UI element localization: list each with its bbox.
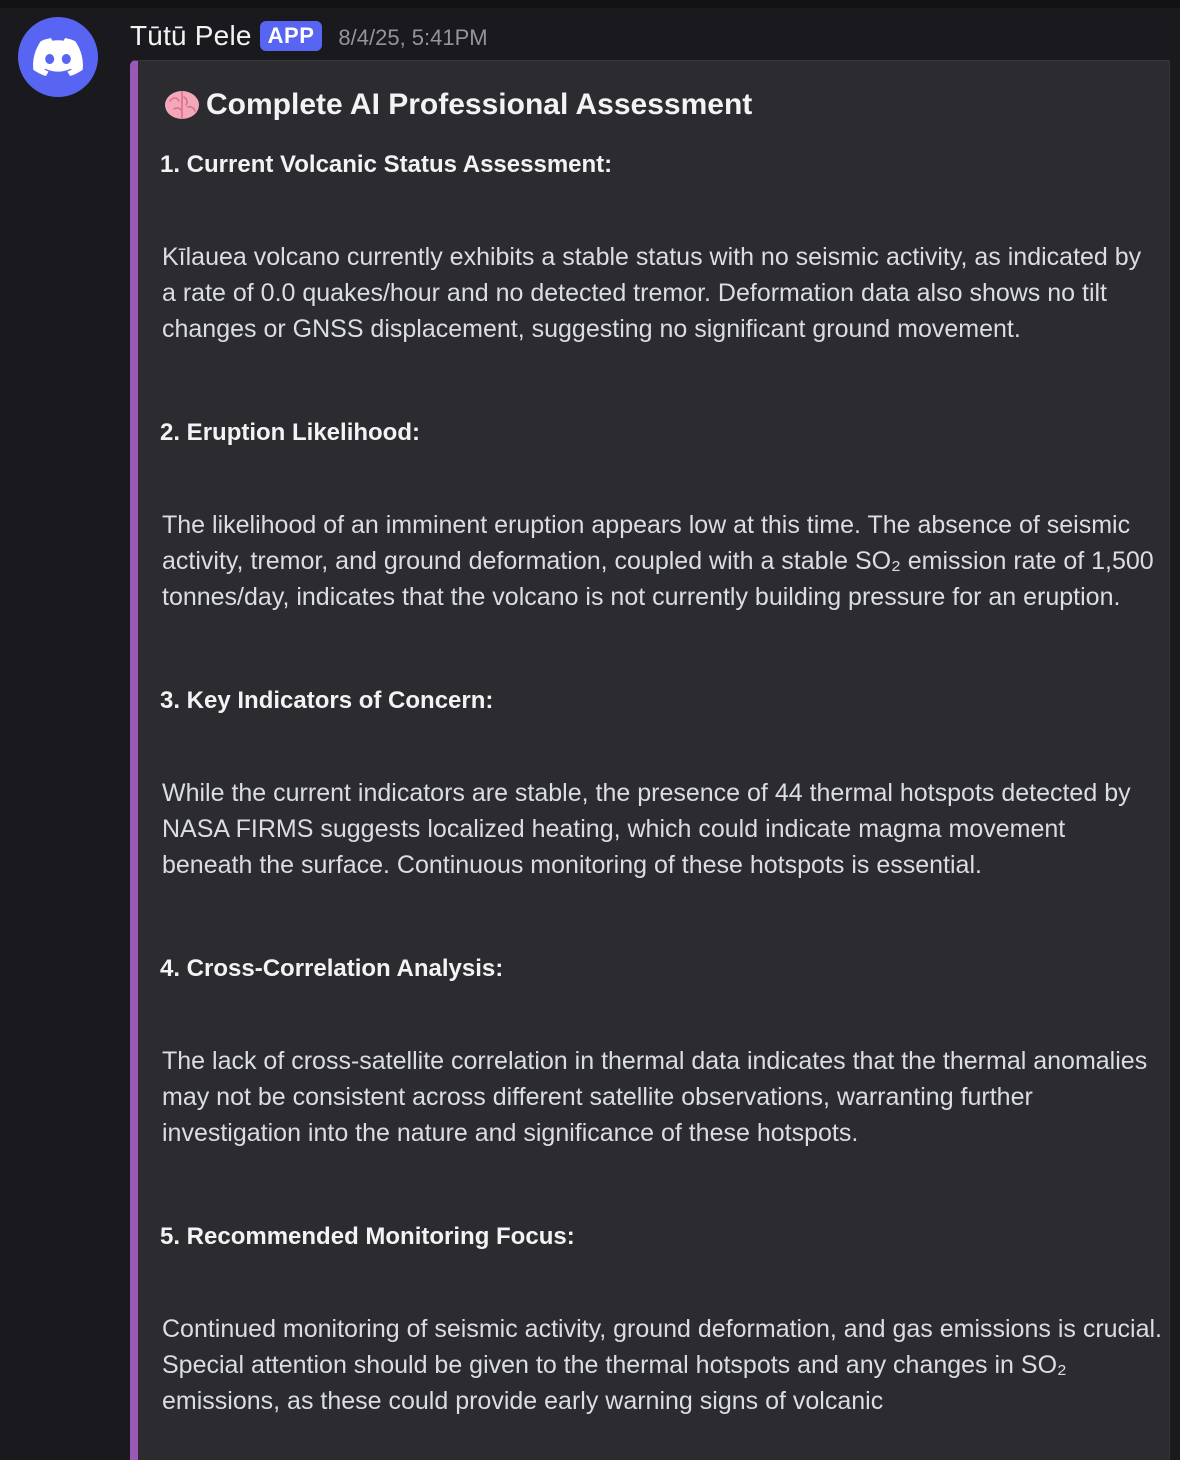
section-body: While the current indicators are stable, the presence of 44 thermal hotspots detected by NASA FIRMS suggests localized heating, which could indicate magma movement beneath the surface. Continuous monitoring of these hotspots is essential. — [162, 779, 1131, 879]
section-body: The likelihood of an imminent eruption appears low at this time. The absence of seismic activity, tremor, and ground deformation, coupled with a stable SO₂ emission rate of 1,500 tonnes/day, indicates that the volcano is not currently building pressure for an eruption. — [162, 511, 1154, 611]
author-name[interactable]: Tūtū Pele — [130, 20, 252, 51]
avatar[interactable] — [18, 17, 98, 97]
section-heading: 5. Recommended Monitoring Focus: — [160, 1223, 575, 1250]
section-heading: 1. Current Volcanic Status Assessment: — [160, 151, 613, 178]
top-divider — [0, 0, 1180, 8]
message-header — [130, 20, 488, 52]
embed-card — [130, 60, 1170, 1460]
section-body: Kīlauea volcano currently exhibits a stable status with no seismic activity, as indicated by a rate of 0.0 quakes/hour and no detected tremor. Deformation data also shows no tilt changes or GNSS displacement, suggesting no significant ground movement. — [162, 243, 1142, 343]
message-timestamp[interactable]: 8/4/25, 5:41PM — [338, 25, 488, 50]
section-heading: 4. Cross-Correlation Analysis: — [160, 955, 504, 982]
embed-title-text: Complete AI Professional Assessment — [206, 88, 753, 121]
app-badge: APP — [260, 21, 323, 51]
section-body: Continued monitoring of seismic activity, ground deformation, and gas emissions is crucial. Special attention should be given to the thermal hotspots and any changes in SO₂ emissions, as these could provide early warning signs of volcanic — [162, 1315, 1162, 1415]
section-body: The lack of cross-satellite correlation in thermal data indicates that the thermal anomalies may not be consistent across different satellite observations, warranting further investigation into the nature and significance of these hotspots. — [162, 1047, 1148, 1147]
discord-logo-icon — [33, 38, 83, 76]
chat-message — [0, 8, 1180, 1416]
section-heading: 3. Key Indicators of Concern: — [160, 687, 494, 714]
embed-title — [162, 87, 752, 123]
section-heading: 2. Eruption Likelihood: — [160, 419, 420, 446]
brain-emoji-icon — [162, 87, 202, 123]
